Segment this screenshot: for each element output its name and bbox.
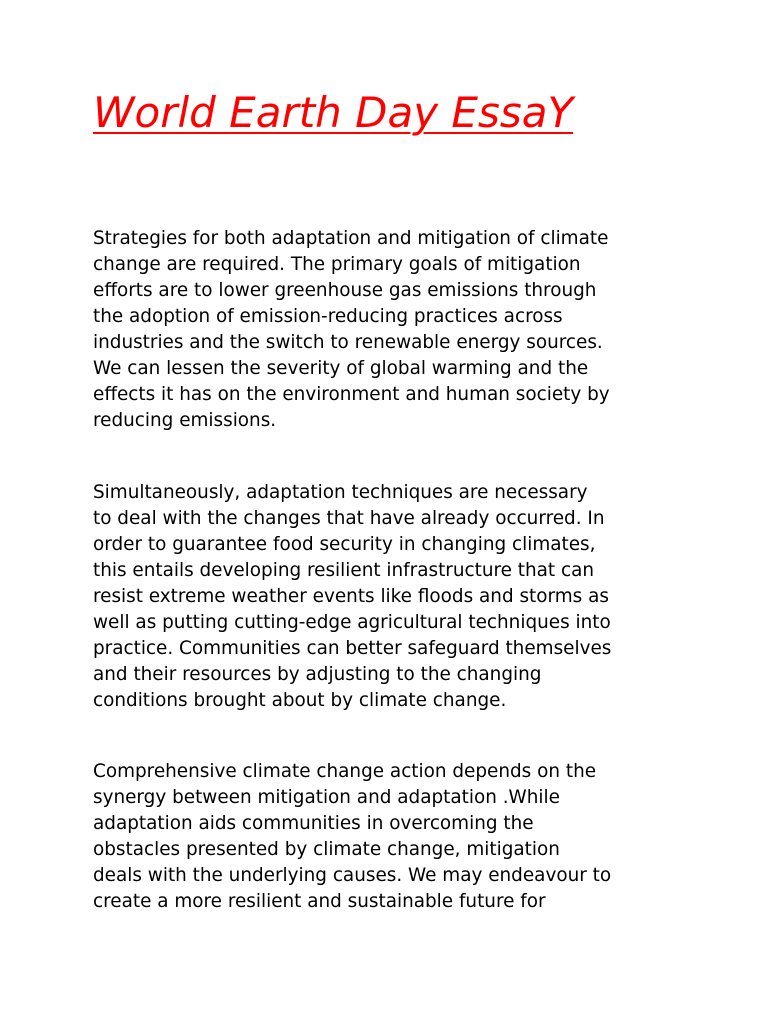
paragraph-line: change are required. The primary goals of mitigation [93, 254, 581, 275]
paragraph-adaptation-mitigation [93, 226, 693, 434]
paragraph-line: efforts are to lower greenhouse gas emissions through [93, 280, 597, 301]
paragraph-line: order to guarantee food security in changing climates, [93, 534, 596, 555]
paragraph-adaptation-techniques [93, 480, 693, 714]
paragraph-line: Strategies for both adaptation and mitigation of climate [93, 228, 609, 249]
paragraph-line: effects it has on the environment and human society by [93, 384, 610, 405]
paragraph-line: We can lessen the severity of global warming and the [93, 358, 589, 379]
paragraph-line: and their resources by adjusting to the changing [93, 664, 542, 685]
paragraph-line: create a more resilient and sustainable future for [93, 891, 546, 912]
paragraph-line: this entails developing resilient infrastructure that can [93, 560, 595, 581]
document-title: World Earth Day EssaY [93, 88, 574, 137]
paragraph-line: adaptation aids communities in overcoming the [93, 813, 534, 834]
paragraph-line: deals with the underlying causes. We may endeavour to [93, 865, 612, 886]
paragraph-line: industries and the switch to renewable energy sources. [93, 332, 603, 353]
paragraph-line: to deal with the changes that have already occurred. In [93, 508, 605, 529]
paragraph-line: well as putting cutting-edge agricultural techniques into [93, 612, 611, 633]
paragraph-synergy [93, 759, 693, 915]
paragraph-line: obstacles presented by climate change, mitigation [93, 839, 560, 860]
paragraph-line: practice. Communities can better safeguard themselves [93, 638, 612, 659]
paragraph-line: Comprehensive climate change action depends on the [93, 761, 597, 782]
paragraph-line: reducing emissions. [93, 410, 277, 431]
paragraph-line: the adoption of emission-reducing practices across [93, 306, 563, 327]
paragraph-line: Simultaneously, adaptation techniques are necessary [93, 482, 588, 503]
paragraph-line: resist extreme weather events like floods and storms as [93, 586, 609, 607]
paragraph-line: synergy between mitigation and adaptation .While [93, 787, 560, 808]
paragraph-line: conditions brought about by climate change. [93, 690, 507, 711]
